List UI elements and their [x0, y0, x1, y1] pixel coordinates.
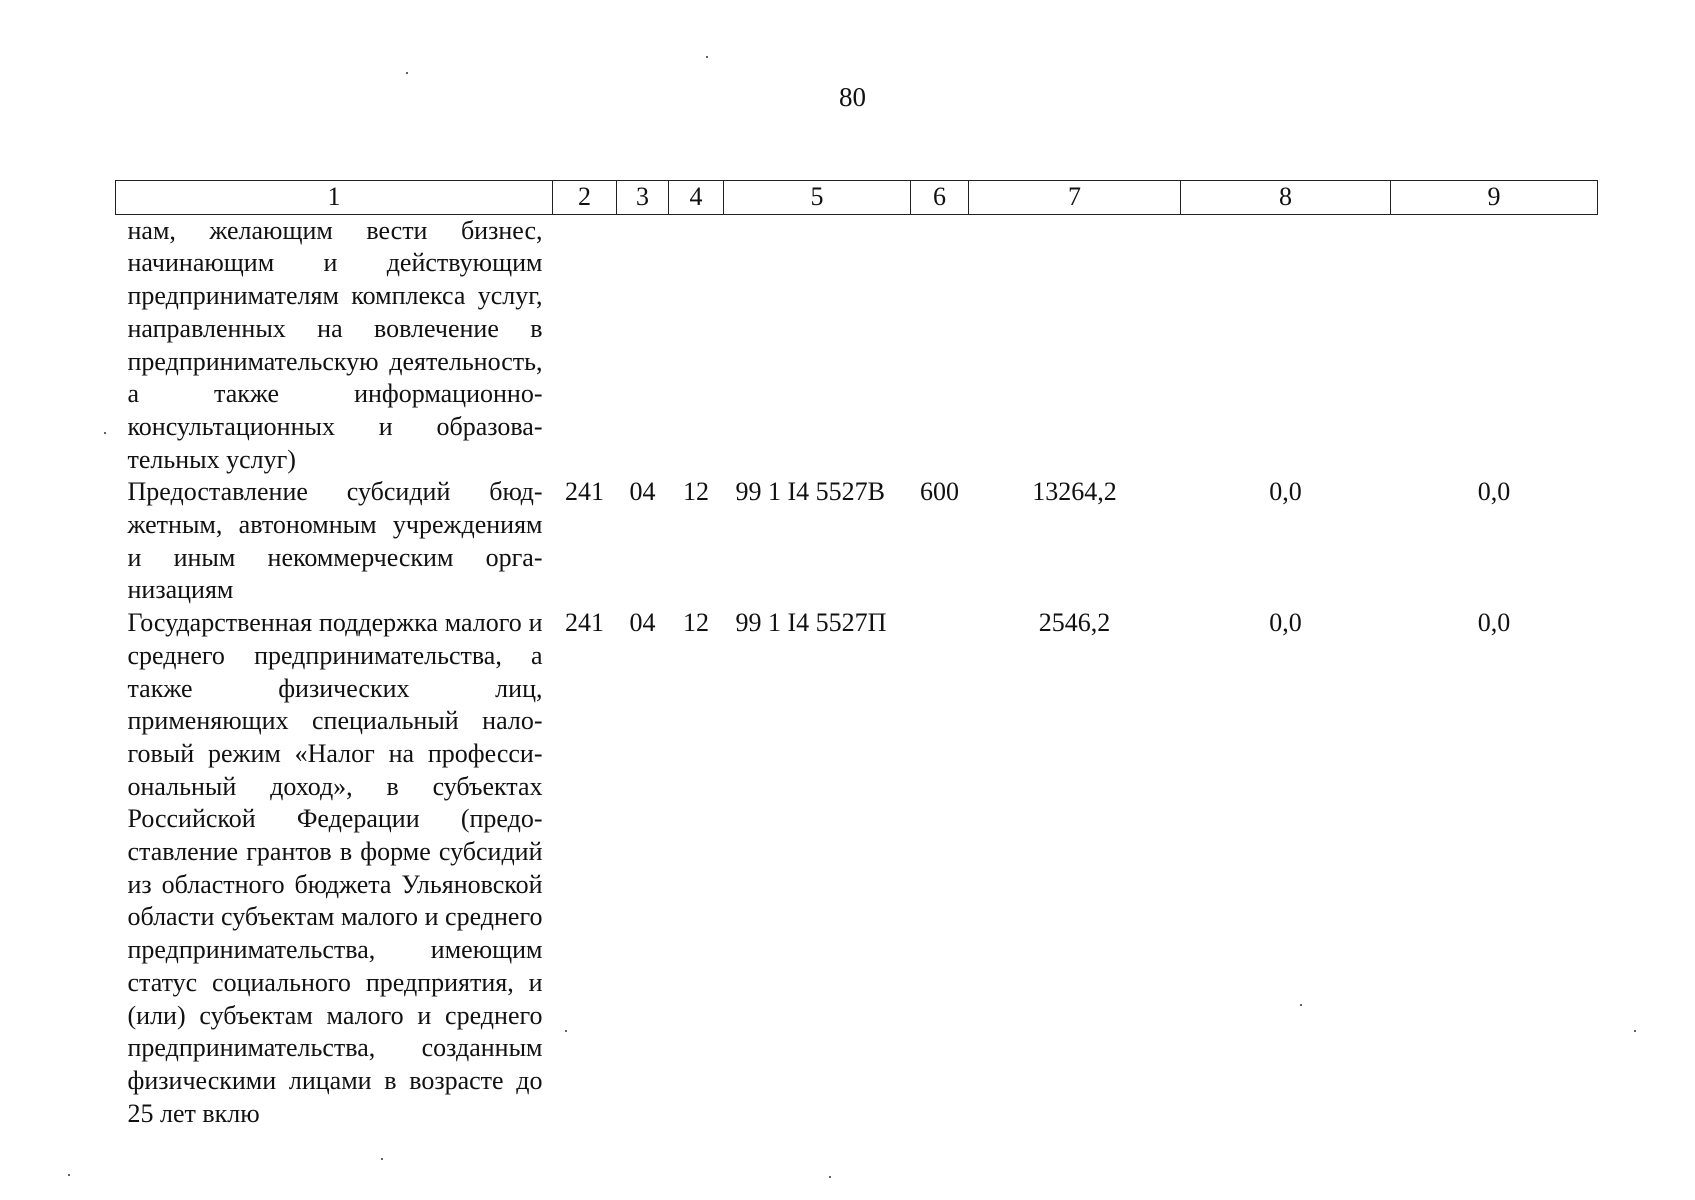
column-header-1: 1	[116, 181, 553, 215]
row-description: нам, желающим вести бизнес, начинающим и действующим предпринимателям комплекса услуг, направленных на вовлечение в предпринимательскую деятельность, а также информационно-консультационных и образовательных услуг)	[127, 215, 543, 474]
column-header-6: 6	[911, 181, 969, 215]
scan-speck	[104, 432, 106, 434]
page-number: 80	[839, 82, 866, 112]
column-header-2: 2	[553, 181, 617, 215]
cell-col-9: 0,0	[1477, 608, 1511, 638]
cell-col-5: 99 1 I4 5527В	[735, 477, 885, 507]
column-header-9: 9	[1391, 181, 1598, 215]
scan-speck	[829, 1176, 831, 1178]
cell-col-3: 04	[629, 477, 656, 507]
column-header-4: 4	[669, 181, 724, 215]
cell-col-6: 600	[920, 477, 959, 507]
cell-col-7	[969, 214, 1181, 476]
cell-col-6	[911, 607, 969, 1130]
row-description: Государственная поддержка малого и среднего предпринимательства, а также физических лиц, применяющих специальный налоговый режим «Налог на профессиональный доход», в субъектах Российской Федерации (предоставление грантов в форме субсидий из областного бюджета Ульяновской области субъектам малого и среднего предпринимательства, имеющим статус социального предприятия, и (или) субъектам малого и среднего предпринимательства, созданным физическими лицами в возрасте до 25 лет вклю	[127, 608, 543, 1128]
scan-speck	[68, 1174, 70, 1176]
cell-col-9: 0,0	[1477, 477, 1511, 507]
cell-col-8: 0,0	[1269, 608, 1302, 638]
scan-speck	[706, 56, 708, 58]
column-header-8: 8	[1181, 181, 1391, 215]
cell-col-3	[617, 214, 669, 476]
cell-col-8: 0,0	[1269, 477, 1302, 507]
cell-col-7: 13264,2	[1032, 477, 1117, 507]
scan-speck	[406, 72, 408, 74]
cell-col-4: 12	[683, 477, 709, 507]
cell-col-5	[724, 214, 911, 476]
column-header-3: 3	[617, 181, 669, 215]
scan-speck	[381, 1158, 383, 1160]
column-number-header-row	[116, 181, 1598, 215]
cell-col-4: 12	[683, 608, 709, 638]
scan-speck	[1634, 1030, 1636, 1032]
cell-col-9	[1391, 214, 1598, 476]
column-header-7: 7	[969, 181, 1181, 215]
cell-col-6	[911, 214, 969, 476]
cell-col-2: 241	[565, 608, 604, 638]
cell-col-2: 241	[565, 477, 604, 507]
table-row	[116, 214, 1598, 476]
cell-col-4	[669, 214, 724, 476]
table-row	[116, 476, 1598, 607]
cell-col-8	[1181, 214, 1391, 476]
cell-col-3: 04	[629, 608, 656, 638]
column-header-5: 5	[724, 181, 911, 215]
cell-col-2	[553, 214, 617, 476]
table-row	[116, 607, 1598, 1130]
budget-table	[115, 180, 1598, 1130]
cell-col-5: 99 1 I4 5527П	[735, 608, 887, 638]
cell-col-7: 2546,2	[1038, 608, 1111, 638]
scan-speck	[565, 1030, 567, 1032]
scan-speck	[1300, 1004, 1302, 1006]
row-description: Предоставление субсидий бюджетным, автономным учреждениям и иным некоммерческим организациям	[127, 477, 543, 605]
